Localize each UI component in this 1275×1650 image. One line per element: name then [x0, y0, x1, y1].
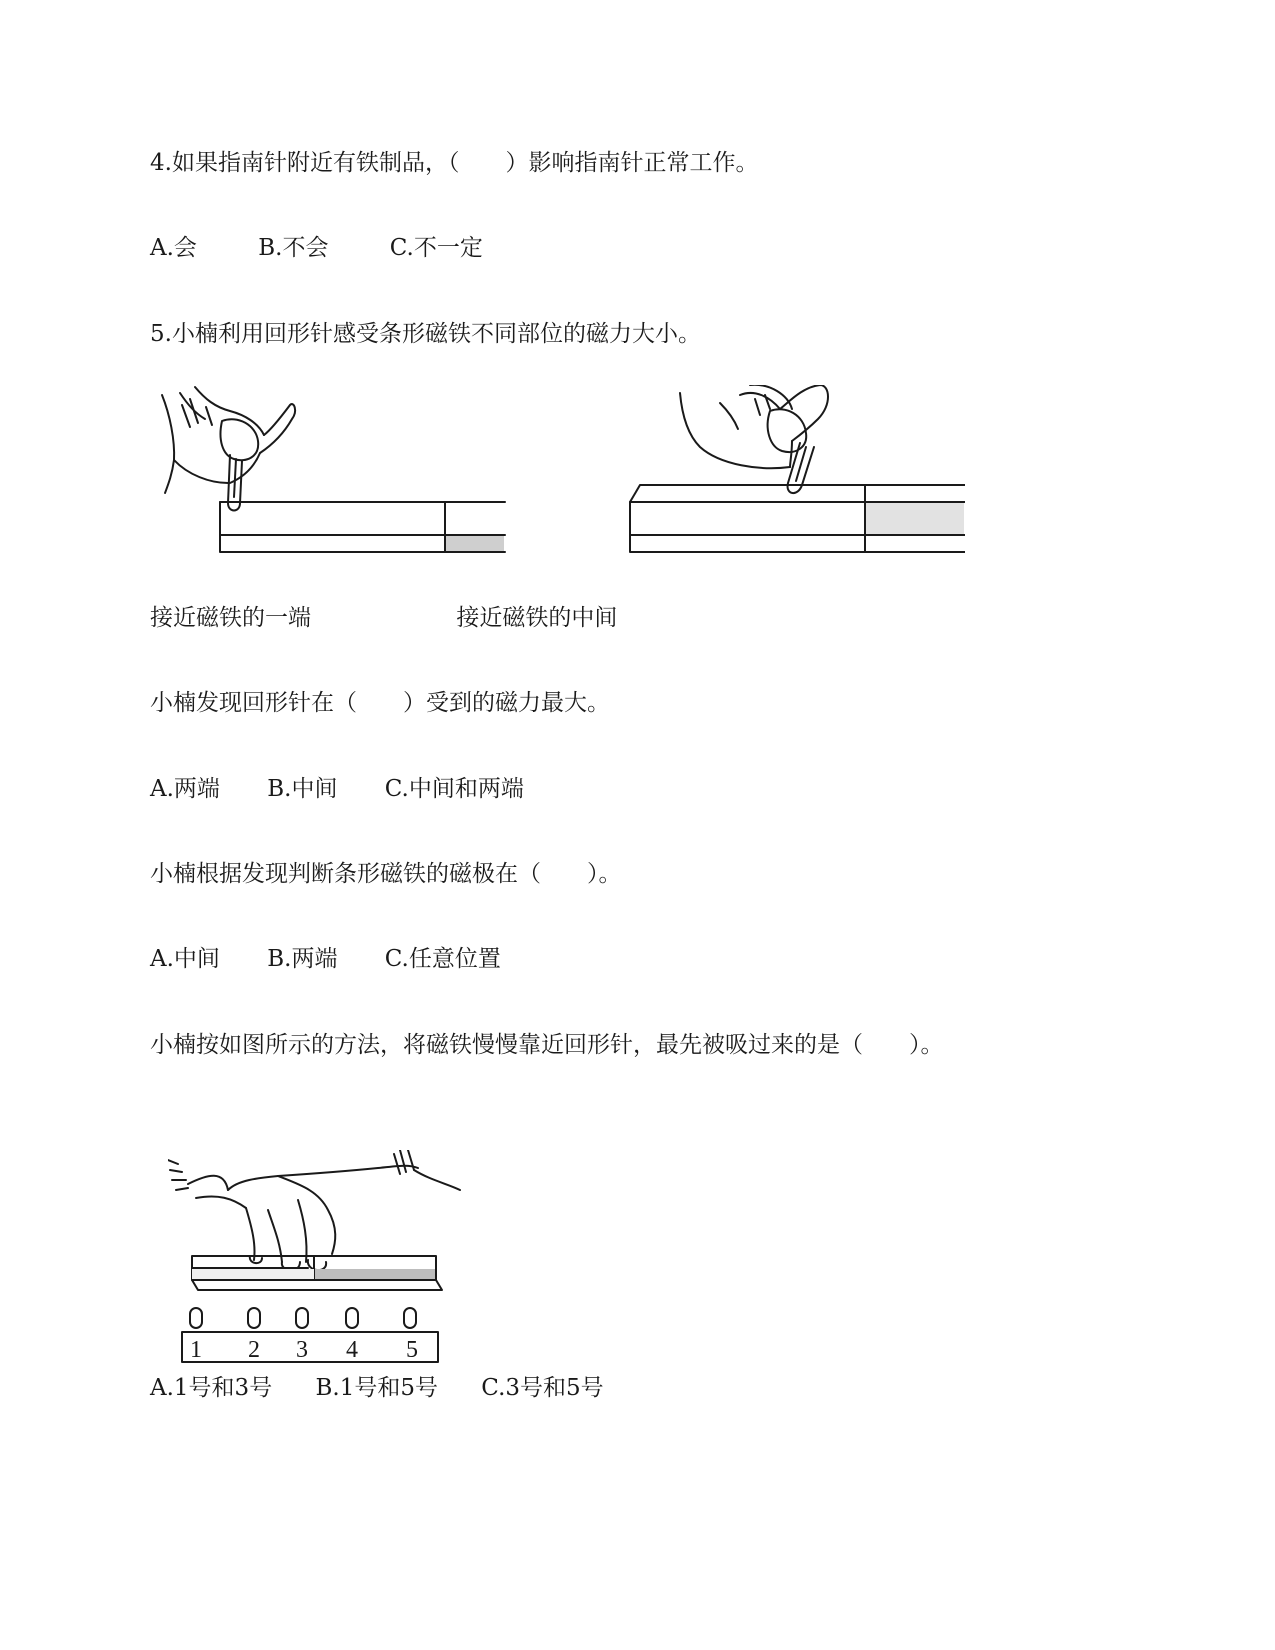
caption-magnet-middle: 接近磁铁的中间: [456, 605, 618, 631]
ruler-number-2: 2: [248, 1337, 260, 1363]
q4-options: [150, 233, 483, 263]
q4-option-a[interactable]: A.会: [150, 235, 197, 261]
figure-magnet-over-paperclips: [168, 1150, 468, 1375]
q4-option-c[interactable]: C.不一定: [389, 235, 483, 261]
q5-sub3-options: [150, 1373, 604, 1403]
ruler-number-1: 1: [190, 1337, 202, 1363]
q5-sub2-option-b[interactable]: B.两端: [267, 946, 338, 972]
q5-intro: 5.小楠利用回形针感受条形磁铁不同部位的磁力大小。: [150, 321, 701, 347]
figure-paperclip-at-magnet-end: [160, 385, 510, 570]
q5-sub1-option-b[interactable]: B.中间: [267, 776, 338, 802]
ruler-numbers: [190, 1337, 418, 1363]
q5-sub1-options: [150, 774, 524, 804]
q5-sub3-option-b[interactable]: B.1号和5号: [315, 1375, 438, 1401]
q5-sub3-question: 小楠按如图所示的方法，将磁铁慢慢靠近回形针，最先被吸过来的是（ ）。: [150, 1032, 944, 1058]
q4-question: 4.如果指南针附近有铁制品，（ ）影响指南针正常工作。: [150, 150, 759, 176]
q5-sub3-option-c[interactable]: C.3号和5号: [481, 1375, 604, 1401]
q5-sub3-option-a[interactable]: A.1号和3号: [150, 1375, 273, 1401]
figure-paperclip-at-magnet-middle: [620, 385, 965, 570]
q5-figure-captions: [150, 603, 617, 633]
q5-sub2-options: [150, 944, 501, 974]
q5-sub1-question: 小楠发现回形针在（ ）受到的磁力最大。: [150, 690, 610, 716]
ruler-number-5: 5: [406, 1337, 418, 1363]
q5-sub2-option-c[interactable]: C.任意位置: [384, 946, 501, 972]
q5-sub1-option-c[interactable]: C.中间和两端: [384, 776, 524, 802]
caption-magnet-end: 接近磁铁的一端: [150, 605, 311, 631]
q5-sub1-option-a[interactable]: A.两端: [150, 776, 220, 802]
q5-sub2-question: 小楠根据发现判断条形磁铁的磁极在（ ）。: [150, 861, 622, 887]
q4-option-b[interactable]: B.不会: [258, 235, 329, 261]
ruler-number-3: 3: [296, 1337, 308, 1363]
q5-sub2-option-a[interactable]: A.中间: [150, 946, 220, 972]
ruler-number-4: 4: [346, 1337, 358, 1363]
